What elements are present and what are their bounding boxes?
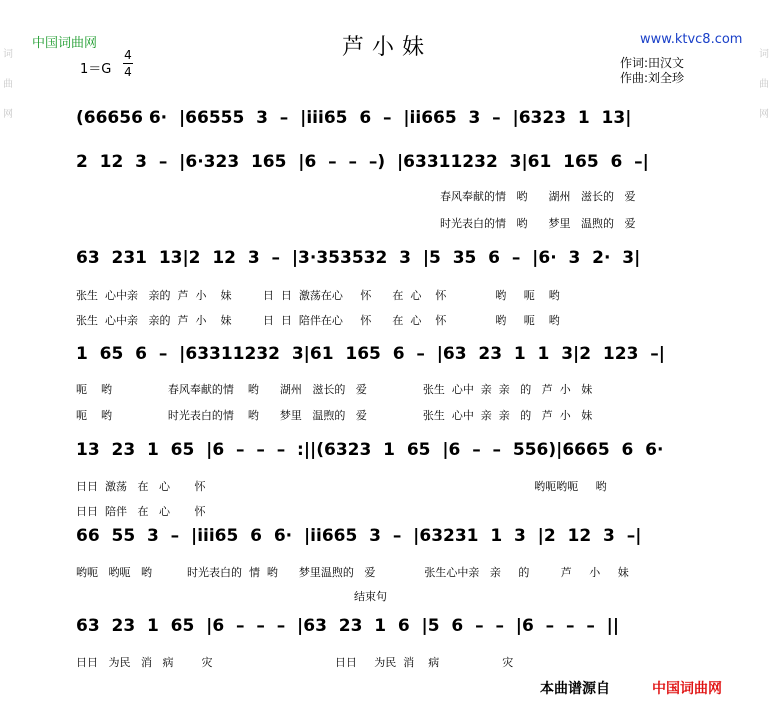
score-line-4: 1 65 6 – |63311232 3|61 165 6 – |63 23 1 1 3|2 123 –|: [76, 344, 665, 364]
meter-bottom: 4: [124, 65, 132, 79]
lyric-line-5a: 日日 激荡 在 心 怀 哟呃哟呃 哟: [76, 480, 607, 493]
lyric-line-6a: 哟呃 哟呃 哟 时光表白的 情 哟 梦里温煦的 爱 张生心中亲 亲 的 芦 小 妹: [76, 566, 629, 579]
lyric-line-5b: 日日 陪伴 在 心 怀: [76, 505, 206, 518]
lyric-line-3b: 张生 心中亲 亲的 芦 小 妹 日 日 陪伴在心 怀 在 心 怀 哟 呃 哟: [76, 314, 560, 327]
source-brand: 中国词曲网: [652, 681, 722, 697]
meter-top: 4: [124, 48, 132, 62]
lyric-line-2a: 春风奉献的情 哟 湖州 滋长的 爱: [440, 190, 636, 203]
score-line-1: (66656 6· |66555 3 – |i̇i̇i̇65 6 – |i̇i̇665 3 – |6323 1 13|: [76, 108, 632, 128]
right-watermark: 词曲网: [759, 49, 769, 120]
lyric-line-7a: 日日 为民 消 病 灾 日日 为民 消 病 灾: [76, 656, 514, 669]
score-line-5: 13 23 1 65 |6 – – – :||(6323 1 65 |6 – – 556)|6665 6 6·: [76, 440, 664, 460]
left-watermark: 词曲网: [3, 49, 13, 120]
score-line-2: 2 12 3 – |6·323 165 |6 – – –) |63311232 3|61 165 6 –|: [76, 152, 649, 172]
site-logo: 中国词曲网: [32, 36, 98, 51]
score-line-6: 66 55 3 – |i̇i̇i̇65 6 6· |i̇i̇665 3 – |63231 1 3 |2 12 3 –|: [76, 526, 642, 546]
composer-credit: 作曲:刘全珍: [620, 71, 685, 85]
site-url-link[interactable]: www.ktvc8.com: [640, 32, 743, 47]
lyric-line-4a: 呃 哟 春风奉献的情 哟 湖州 滋长的 爱 张生 心中 亲 亲 的 芦 小 妹: [76, 383, 593, 396]
score-line-3: 63 231 13|2 12 3 – |3·353532 3 |5 35 6 – |6· 3 2· 3|: [76, 248, 641, 268]
credits: [620, 56, 684, 86]
source-label: 本曲谱源自: [540, 681, 610, 697]
lyric-line-4b: 呃 哟 时光表白的情 哟 梦里 温煦的 爱 张生 心中 亲 亲 的 芦 小 妹: [76, 409, 593, 422]
ending-label: 结束句: [330, 588, 391, 604]
score-line-7: 63 23 1 65 |6 – – – |63 23 1 6 |5 6 – – |6 – – – ||: [76, 616, 620, 636]
time-signature: [123, 47, 133, 80]
lyric-line-3a: 张生 心中亲 亲的 芦 小 妹 日 日 激荡在心 怀 在 心 怀 哟 呃 哟: [76, 289, 560, 302]
lyric-line-2b: 时光表白的情 哟 梦里 温煦的 爱: [440, 217, 636, 230]
song-title: 芦小妹: [341, 35, 432, 60]
lyricist-credit: 作词:田汉文: [620, 56, 685, 70]
key-signature: 1＝G: [80, 62, 112, 77]
